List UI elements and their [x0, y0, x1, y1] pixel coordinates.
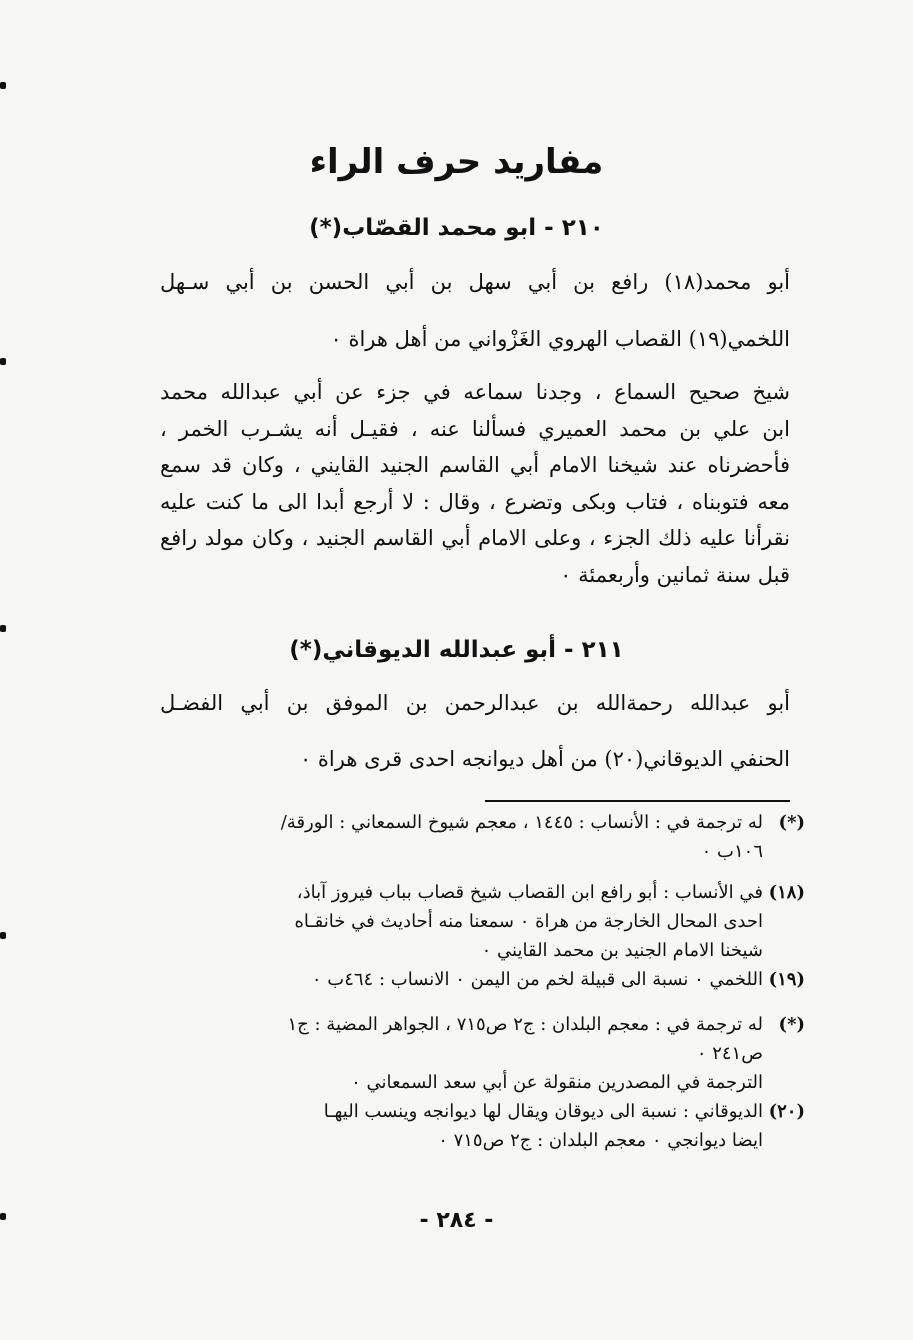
footnote-marker: (١٨) — [768, 882, 805, 903]
text-line: أبو عبدالله رحمةالله بن عبدالرحمن بن الموفق بن أبي الفضـل — [160, 691, 790, 715]
text-line: ابن علي بن محمد العميري فسألنا عنه ، فقيـل أنه يشـرب الخمر ، — [160, 416, 790, 441]
text-line: شيخ صحيح السماع ، وجدنا سماعه في جزء عن أبي عبدالله محمد — [160, 380, 790, 404]
entry-211-heading: ٢١١ - أبو عبدالله الديوقاني(*) — [289, 637, 624, 663]
entry-210-body — [160, 374, 790, 593]
footnote — [160, 1010, 805, 1097]
page-number: - ٢٨٤ - — [419, 1208, 494, 1233]
footnote — [160, 1097, 805, 1155]
footnote-text: له ترجمة في : الأنساب : ١٤٤٥ ، معجم شيوخ السمعاني : الورقة/ — [280, 812, 763, 833]
scan-edge-mark — [0, 358, 6, 365]
scan-edge-mark — [0, 625, 6, 632]
footnote — [160, 808, 805, 866]
footnote-marker: (*) — [778, 1014, 805, 1035]
text-line: معه فتوبناه ، فتاب وبكى وتضرع ، وقال : لا أرجع أبدا الى ما كنت عليه — [160, 489, 790, 514]
footnote-text: ص٢٤١ ٠ — [696, 1043, 763, 1064]
footnote-text: اللخمي ٠ نسبة الى قبيلة لخم من اليمن ٠ الانساب : ٤٦٤ب ٠ — [311, 969, 763, 990]
text-line: الحنفي الديوقاني(٢٠) من أهل ديوانجه احدى قرى هراة ٠ — [299, 747, 790, 771]
scan-edge-mark — [0, 932, 6, 939]
footnote-text: احدى المحال الخارجة من هراة ٠ سمعنا منه أحاديث في خانقـاه — [294, 911, 763, 932]
text-line: فأحضرناه عند شيخنا الامام أبي القاسم الجنيد القايني ، وكان قد سمع — [160, 453, 790, 477]
footnote-text: ١٠٦ب ٠ — [701, 841, 763, 862]
text-line: قبل سنة ثمانين وأربعمئة ٠ — [560, 562, 790, 587]
entry-211-intro — [160, 683, 790, 779]
scan-edge-mark — [0, 82, 6, 89]
footnote-marker: (١٩) — [768, 969, 805, 990]
scan-edge-mark — [0, 1213, 6, 1220]
page-title: مفاريد حرف الراء — [309, 142, 604, 182]
footnote — [160, 965, 805, 994]
entry-210-heading: ٢١٠ - ابو محمد القصّاب(*) — [309, 215, 604, 241]
footnote-text: ايضا ديوانجي ٠ معجم البلدان : ج٢ ص٧١٥ ٠ — [438, 1130, 763, 1151]
footnotes — [160, 808, 805, 1155]
footnote-marker: (*) — [778, 812, 805, 833]
footnote-text: له ترجمة في : معجم البلدان : ج٢ ص٧١٥ ، الجواهر المضية : ج١ — [287, 1014, 763, 1035]
footnote-text: الترجمة في المصدرين منقولة عن أبي سعد السمعاني ٠ — [351, 1072, 763, 1093]
footnote-text: شيخنا الامام الجنيد بن محمد القايني ٠ — [481, 940, 763, 961]
footnote-marker: (٢٠) — [768, 1101, 805, 1122]
footnote-separator — [485, 800, 790, 802]
text-line: اللخمي(١٩) القصاب الهروي الغَزْواني من أهل هراة ٠ — [330, 327, 790, 351]
footnote-text: الديوقاني : نسبة الى ديوقان ويقال لها ديوانجه وينسب اليهـا — [323, 1101, 763, 1122]
footnote — [160, 878, 805, 965]
footnote-text: في الأنساب : أبو رافع ابن القصاب شيخ قصاب بباب فيروز آباذ، — [296, 882, 763, 903]
text-line: نقرأنا عليه ذلك الجزء ، وعلى الامام أبي القاسم الجنيد ، وكان مولد رافع — [160, 526, 790, 550]
entry-210-intro — [160, 262, 790, 359]
text-line: أبو محمد(١٨) رافع بن أبي سهل بن أبي الحسن بن أبي سـهل — [160, 270, 790, 294]
